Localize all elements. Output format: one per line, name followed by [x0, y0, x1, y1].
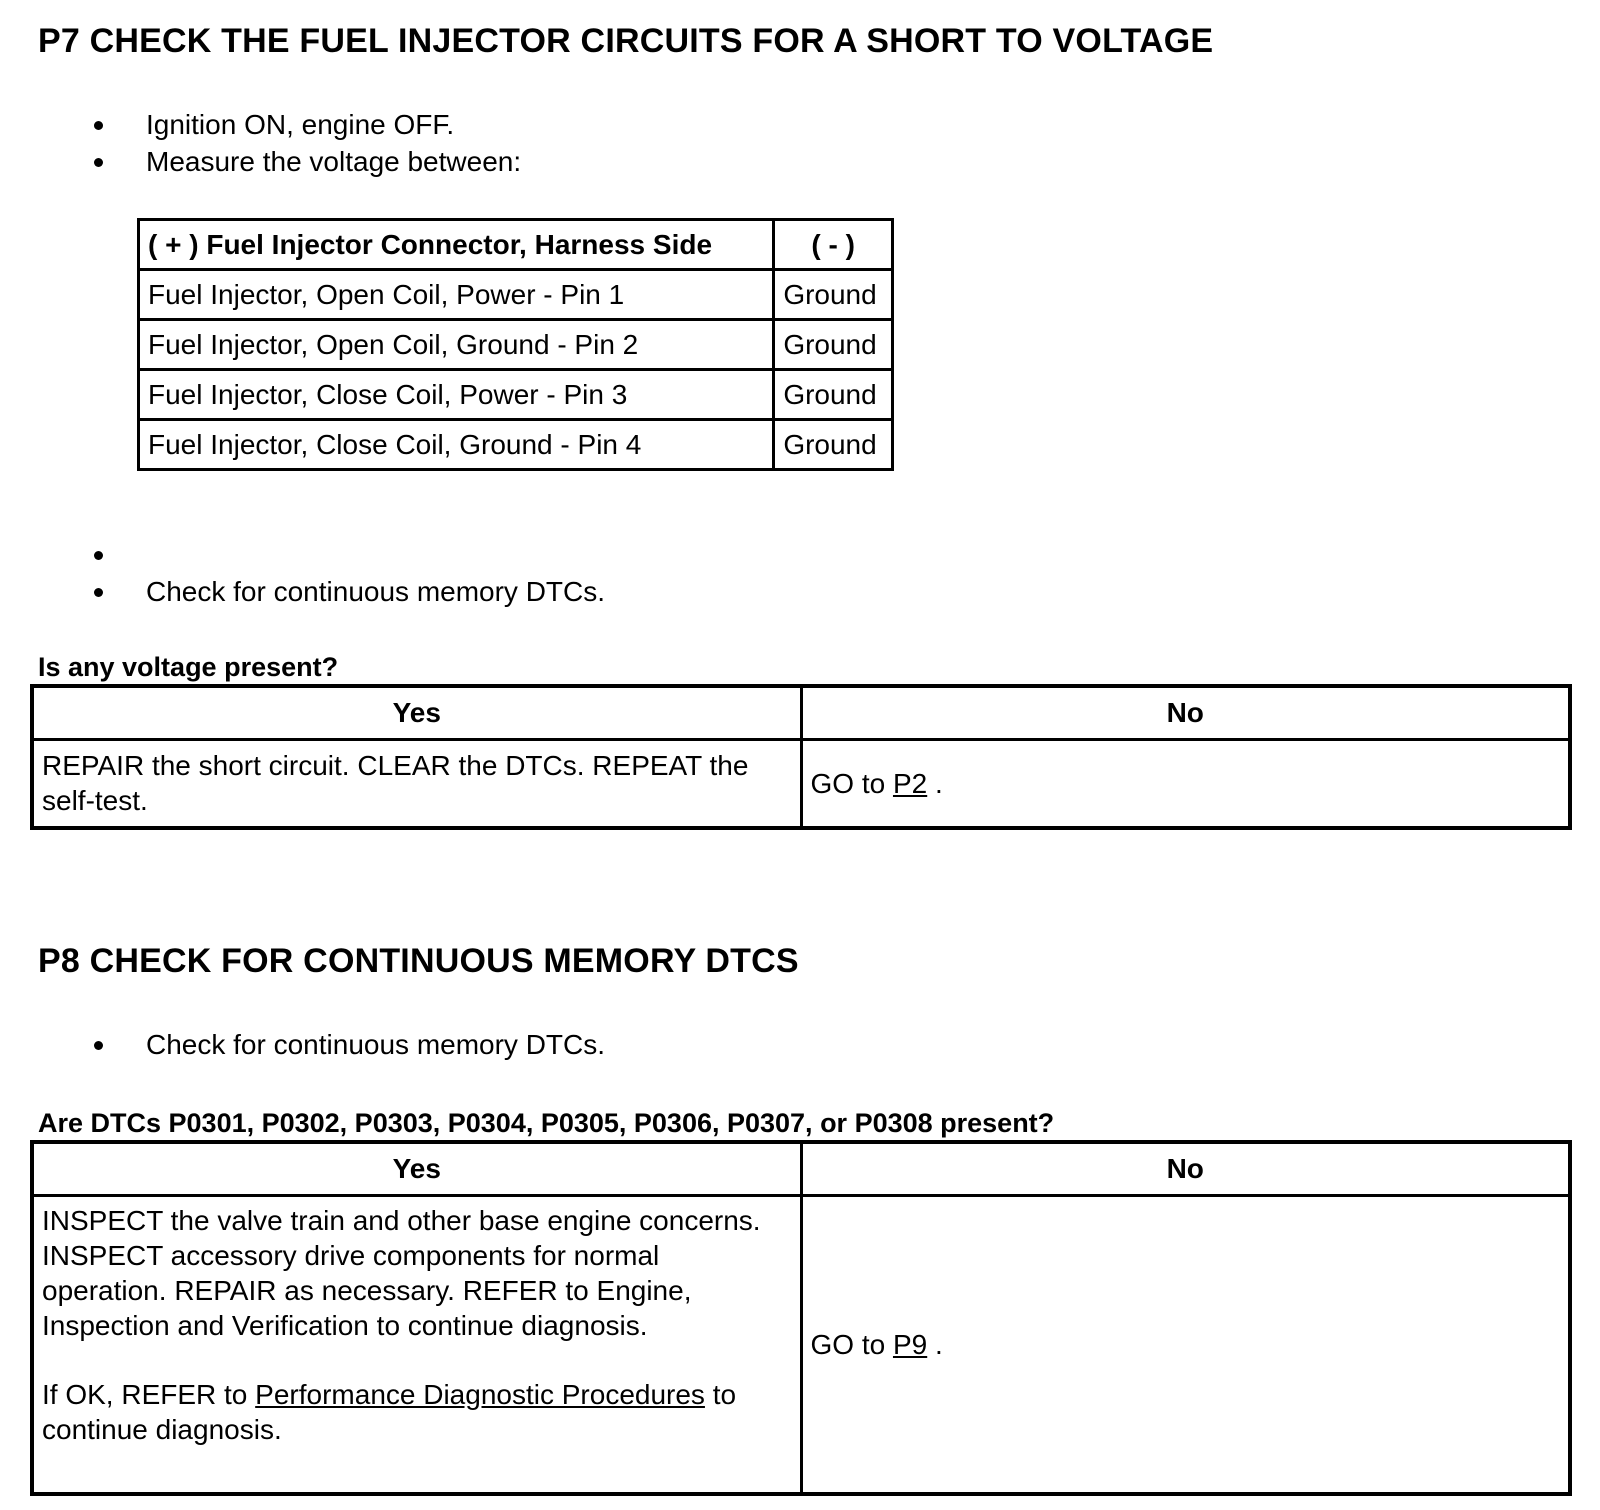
pin-cell: Fuel Injector, Close Coil, Power - Pin 3 — [139, 370, 774, 420]
ground-cell: Ground — [774, 420, 893, 470]
list-item — [94, 536, 605, 573]
yes-paragraph: INSPECT the valve train and other base engine concerns. INSPECT accessory drive components for normal operation. REPAIR as necessary. REFER to Engine, Inspection and Verification to continue diagnosis. — [42, 1205, 761, 1341]
p2-link[interactable]: P2 — [892, 767, 928, 799]
p8-question: Are DTCs P0301, P0302, P0303, P0304, P0305, P0306, P0307, or P0308 present? — [38, 1108, 1055, 1138]
table-header-row — [32, 1142, 1570, 1196]
p7-question: Is any voltage present? — [38, 652, 339, 682]
no-cell: GO to P2 . — [801, 740, 1570, 828]
p7-bullets-top — [94, 106, 521, 180]
p8-bullets — [94, 1026, 605, 1063]
list-item: Ignition ON, engine OFF. — [94, 106, 521, 143]
bullet-icon — [94, 158, 103, 167]
yes-header: Yes — [32, 686, 801, 740]
bullet-icon — [94, 588, 103, 597]
pin-table-header-negative: ( - ) — [774, 220, 893, 270]
yes-header: Yes — [32, 1142, 801, 1196]
performance-procedures-link[interactable]: Performance Diagnostic Procedures — [255, 1379, 705, 1410]
table-row — [32, 740, 1570, 828]
no-header: No — [801, 686, 1570, 740]
no-cell: GO to P9 . — [801, 1196, 1570, 1494]
list-item: Check for continuous memory DTCs. — [94, 1026, 605, 1063]
p9-link[interactable]: P9 — [892, 1328, 928, 1360]
p7-bullets-bottom — [94, 536, 605, 610]
p7-answer-table — [30, 684, 1572, 830]
table-header-row — [32, 686, 1570, 740]
p8-title: P8 CHECK FOR CONTINUOUS MEMORY DTCS — [38, 942, 799, 980]
table-row — [139, 270, 893, 320]
list-item: Measure the voltage between: — [94, 143, 521, 180]
table-row — [32, 1196, 1570, 1494]
bullet-icon — [94, 121, 103, 130]
pin-cell: Fuel Injector, Open Coil, Power - Pin 1 — [139, 270, 774, 320]
table-row — [139, 320, 893, 370]
yes-cell: REPAIR the short circuit. CLEAR the DTCs. REPEAT the self-test. — [32, 740, 801, 828]
table-row — [139, 420, 893, 470]
ground-cell: Ground — [774, 320, 893, 370]
ground-cell: Ground — [774, 270, 893, 320]
ground-cell: Ground — [774, 370, 893, 420]
pin-table-header-positive: ( + ) Fuel Injector Connector, Harness Side — [139, 220, 774, 270]
yes-paragraph: If OK, REFER to Performance Diagnostic Procedures to continue diagnosis. — [42, 1379, 737, 1445]
p7-title: P7 CHECK THE FUEL INJECTOR CIRCUITS FOR A SHORT TO VOLTAGE — [38, 22, 1214, 60]
no-header: No — [801, 1142, 1570, 1196]
pin-cell: Fuel Injector, Close Coil, Ground - Pin 4 — [139, 420, 774, 470]
table-header-row — [139, 220, 893, 270]
bullet-icon — [94, 551, 103, 560]
pin-cell: Fuel Injector, Open Coil, Ground - Pin 2 — [139, 320, 774, 370]
pin-table — [137, 218, 894, 471]
p8-answer-table — [30, 1140, 1572, 1496]
bullet-icon — [94, 1041, 103, 1050]
table-row — [139, 370, 893, 420]
yes-cell — [32, 1196, 801, 1494]
list-item: Check for continuous memory DTCs. — [94, 573, 605, 610]
